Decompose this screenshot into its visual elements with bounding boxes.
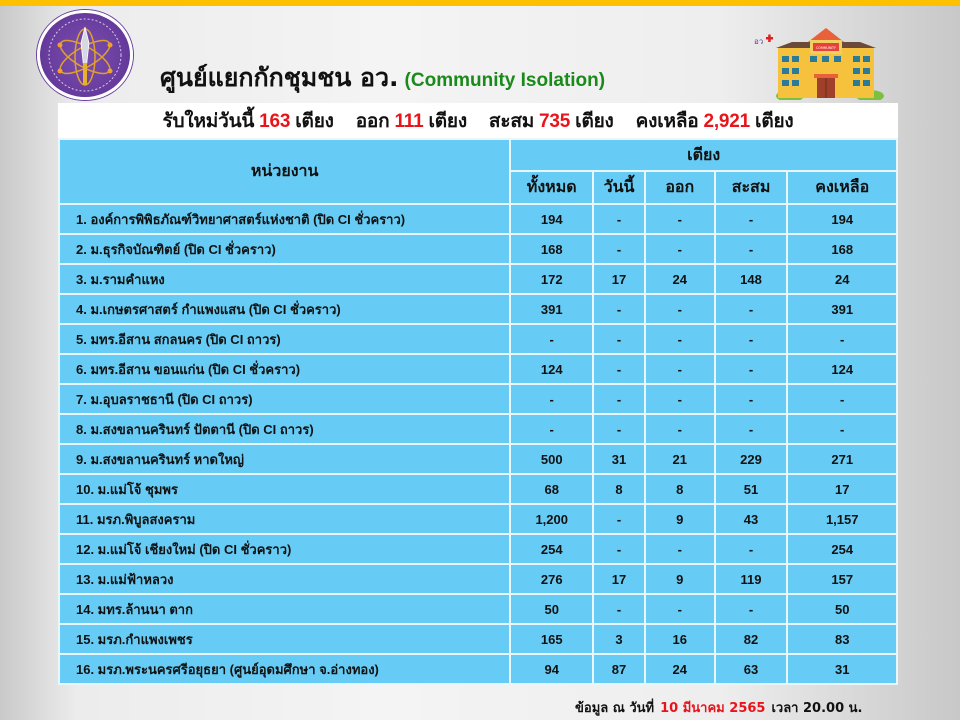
cell-total: 172: [510, 264, 593, 294]
header-beds: เตียง: [510, 139, 897, 171]
summary-remaining: [636, 106, 794, 136]
cell-remain: 391: [787, 294, 897, 324]
unit-name: 9. ม.สงขลานครินทร์ หาดใหญ่: [59, 444, 510, 474]
unit-name: 13. ม.แม่ฟ้าหลวง: [59, 564, 510, 594]
unit-name: 6. มทร.อีสาน ขอนแก่น (ปิด CI ชั่วคราว): [59, 354, 510, 384]
cell-out: 9: [645, 504, 715, 534]
cell-cum: -: [715, 234, 788, 264]
cell-out: 21: [645, 444, 715, 474]
cell-cum: 229: [715, 444, 788, 474]
unit-name: 11. มรภ.พิบูลสงคราม: [59, 504, 510, 534]
cell-remain: 31: [787, 654, 897, 684]
cell-today: -: [593, 384, 645, 414]
cell-cum: -: [715, 414, 788, 444]
table-row: [59, 534, 897, 564]
cell-out: -: [645, 354, 715, 384]
cell-out: -: [645, 294, 715, 324]
table-row: [59, 624, 897, 654]
cell-remain: 254: [787, 534, 897, 564]
svg-text:อว: อว: [754, 37, 764, 46]
cell-remain: -: [787, 324, 897, 354]
summary-unit: เตียง: [755, 109, 794, 132]
unit-name: 15. มรภ.กำแพงเพชร: [59, 624, 510, 654]
cell-out: -: [645, 324, 715, 354]
summary-bar: [58, 103, 898, 138]
summary-new-label: รับใหม่วันนี้: [162, 109, 255, 132]
table-row: [59, 504, 897, 534]
cell-out: 9: [645, 564, 715, 594]
cell-total: 194: [510, 204, 593, 234]
table-row: [59, 474, 897, 504]
summary-new-value: 163: [259, 110, 291, 132]
cell-cum: -: [715, 324, 788, 354]
cell-total: 124: [510, 354, 593, 384]
cell-out: 24: [645, 264, 715, 294]
cell-remain: 1,157: [787, 504, 897, 534]
cell-cum: -: [715, 384, 788, 414]
cell-remain: 194: [787, 204, 897, 234]
title-thai: ศูนย์แยกกักชุมชน อว.: [160, 63, 399, 92]
summary-out-value: 111: [394, 110, 424, 132]
cell-out: 8: [645, 474, 715, 504]
cell-today: 8: [593, 474, 645, 504]
cell-total: 500: [510, 444, 593, 474]
cell-out: -: [645, 594, 715, 624]
header-out: ออก: [645, 171, 715, 204]
summary-remain-value: 2,921: [703, 110, 751, 132]
cell-today: 17: [593, 564, 645, 594]
cell-total: 391: [510, 294, 593, 324]
cell-today: 17: [593, 264, 645, 294]
community-isolation-building-icon: [752, 20, 902, 100]
cell-today: -: [593, 204, 645, 234]
table-row: [59, 354, 897, 384]
unit-name: 3. ม.รามคำแหง: [59, 264, 510, 294]
table-row: [59, 234, 897, 264]
cell-remain: 157: [787, 564, 897, 594]
unit-name: 7. ม.อุบลราชธานี (ปิด CI ถาวร): [59, 384, 510, 414]
top-accent-bar: [0, 0, 960, 6]
cell-total: -: [510, 324, 593, 354]
unit-name: 14. มทร.ล้านนา ตาก: [59, 594, 510, 624]
cell-today: 3: [593, 624, 645, 654]
cell-today: 31: [593, 444, 645, 474]
table-row: [59, 654, 897, 684]
summary-unit: เตียง: [295, 109, 334, 132]
cell-cum: -: [715, 294, 788, 324]
svg-text:COMMUNITY: COMMUNITY: [816, 46, 836, 50]
cell-today: -: [593, 294, 645, 324]
cell-cum: 43: [715, 504, 788, 534]
summary-cum-label: สะสม: [488, 109, 535, 132]
table-row: [59, 264, 897, 294]
cell-out: 24: [645, 654, 715, 684]
cell-remain: -: [787, 384, 897, 414]
table-body: [59, 204, 897, 684]
header-total: ทั้งหมด: [510, 171, 593, 204]
cell-cum: -: [715, 354, 788, 384]
cell-out: 16: [645, 624, 715, 654]
cell-today: 87: [593, 654, 645, 684]
unit-name: 10. ม.แม่โจ้ ชุมพร: [59, 474, 510, 504]
isolation-beds-table: [58, 138, 898, 685]
cell-total: -: [510, 384, 593, 414]
header-today: วันนี้: [593, 171, 645, 204]
cell-today: -: [593, 324, 645, 354]
footer-date: 10 มีนาคม 2565: [660, 701, 766, 716]
summary-unit: เตียง: [575, 109, 614, 132]
cell-cum: -: [715, 534, 788, 564]
cell-out: -: [645, 204, 715, 234]
cell-total: 1,200: [510, 504, 593, 534]
table-row: [59, 384, 897, 414]
cell-cum: 82: [715, 624, 788, 654]
cell-out: -: [645, 234, 715, 264]
table-row: [59, 564, 897, 594]
cell-out: -: [645, 534, 715, 564]
cell-total: 165: [510, 624, 593, 654]
cell-total: -: [510, 414, 593, 444]
cell-total: 276: [510, 564, 593, 594]
table-row: [59, 444, 897, 474]
header-cumulative: สะสม: [715, 171, 788, 204]
table-row: [59, 204, 897, 234]
cell-today: -: [593, 414, 645, 444]
header-unit: หน่วยงาน: [59, 139, 510, 204]
summary-remain-label: คงเหลือ: [635, 109, 699, 132]
cell-total: 168: [510, 234, 593, 264]
footer-prefix: ข้อมูล ณ วันที่: [575, 701, 655, 716]
cell-cum: 51: [715, 474, 788, 504]
cell-total: 254: [510, 534, 593, 564]
cell-total: 68: [510, 474, 593, 504]
ministry-seal-icon: [37, 10, 133, 100]
cell-remain: 17: [787, 474, 897, 504]
unit-name: 12. ม.แม่โจ้ เชียงใหม่ (ปิด CI ชั่วคราว): [59, 534, 510, 564]
table-row: [59, 414, 897, 444]
unit-name: 8. ม.สงขลานครินทร์ ปัตตานี (ปิด CI ถาวร): [59, 414, 510, 444]
cell-today: -: [593, 504, 645, 534]
cell-out: -: [645, 384, 715, 414]
unit-name: 1. องค์การพิพิธภัณฑ์วิทยาศาสตร์แห่งชาติ (ปิด CI ชั่วคราว): [59, 204, 510, 234]
cell-cum: -: [715, 204, 788, 234]
unit-name: 2. ม.ธุรกิจบัณฑิตย์ (ปิด CI ชั่วคราว): [59, 234, 510, 264]
summary-unit: เตียง: [428, 109, 467, 132]
cell-today: -: [593, 534, 645, 564]
table-row: [59, 294, 897, 324]
summary-out-label: ออก: [355, 109, 390, 132]
unit-name: 16. มรภ.พระนครศรีอยุธยา (ศูนย์อุดมศึกษา จ.อ่างทอง): [59, 654, 510, 684]
summary-out: [356, 106, 467, 136]
cell-today: -: [593, 354, 645, 384]
header-remaining: คงเหลือ: [787, 171, 897, 204]
title-english: (Community Isolation): [404, 70, 606, 91]
table-row: [59, 324, 897, 354]
cell-out: -: [645, 414, 715, 444]
cell-remain: 50: [787, 594, 897, 624]
unit-name: 5. มทร.อีสาน สกลนคร (ปิด CI ถาวร): [59, 324, 510, 354]
unit-name: 4. ม.เกษตรศาสตร์ กำแพงแสน (ปิด CI ชั่วคราว): [59, 294, 510, 324]
cell-remain: 271: [787, 444, 897, 474]
data-timestamp: [575, 697, 862, 718]
table-row: [59, 594, 897, 624]
summary-new: [163, 106, 334, 136]
footer-time: เวลา 20.00 น.: [771, 701, 863, 716]
summary-cum-value: 735: [539, 110, 571, 132]
cell-today: -: [593, 594, 645, 624]
cell-cum: 119: [715, 564, 788, 594]
cell-cum: 63: [715, 654, 788, 684]
cell-remain: -: [787, 414, 897, 444]
page-title: [160, 58, 605, 98]
cell-remain: 168: [787, 234, 897, 264]
cell-cum: -: [715, 594, 788, 624]
cell-total: 94: [510, 654, 593, 684]
cell-cum: 148: [715, 264, 788, 294]
cell-remain: 124: [787, 354, 897, 384]
cell-remain: 83: [787, 624, 897, 654]
cell-total: 50: [510, 594, 593, 624]
cell-today: -: [593, 234, 645, 264]
cell-remain: 24: [787, 264, 897, 294]
summary-cumulative: [489, 106, 614, 136]
